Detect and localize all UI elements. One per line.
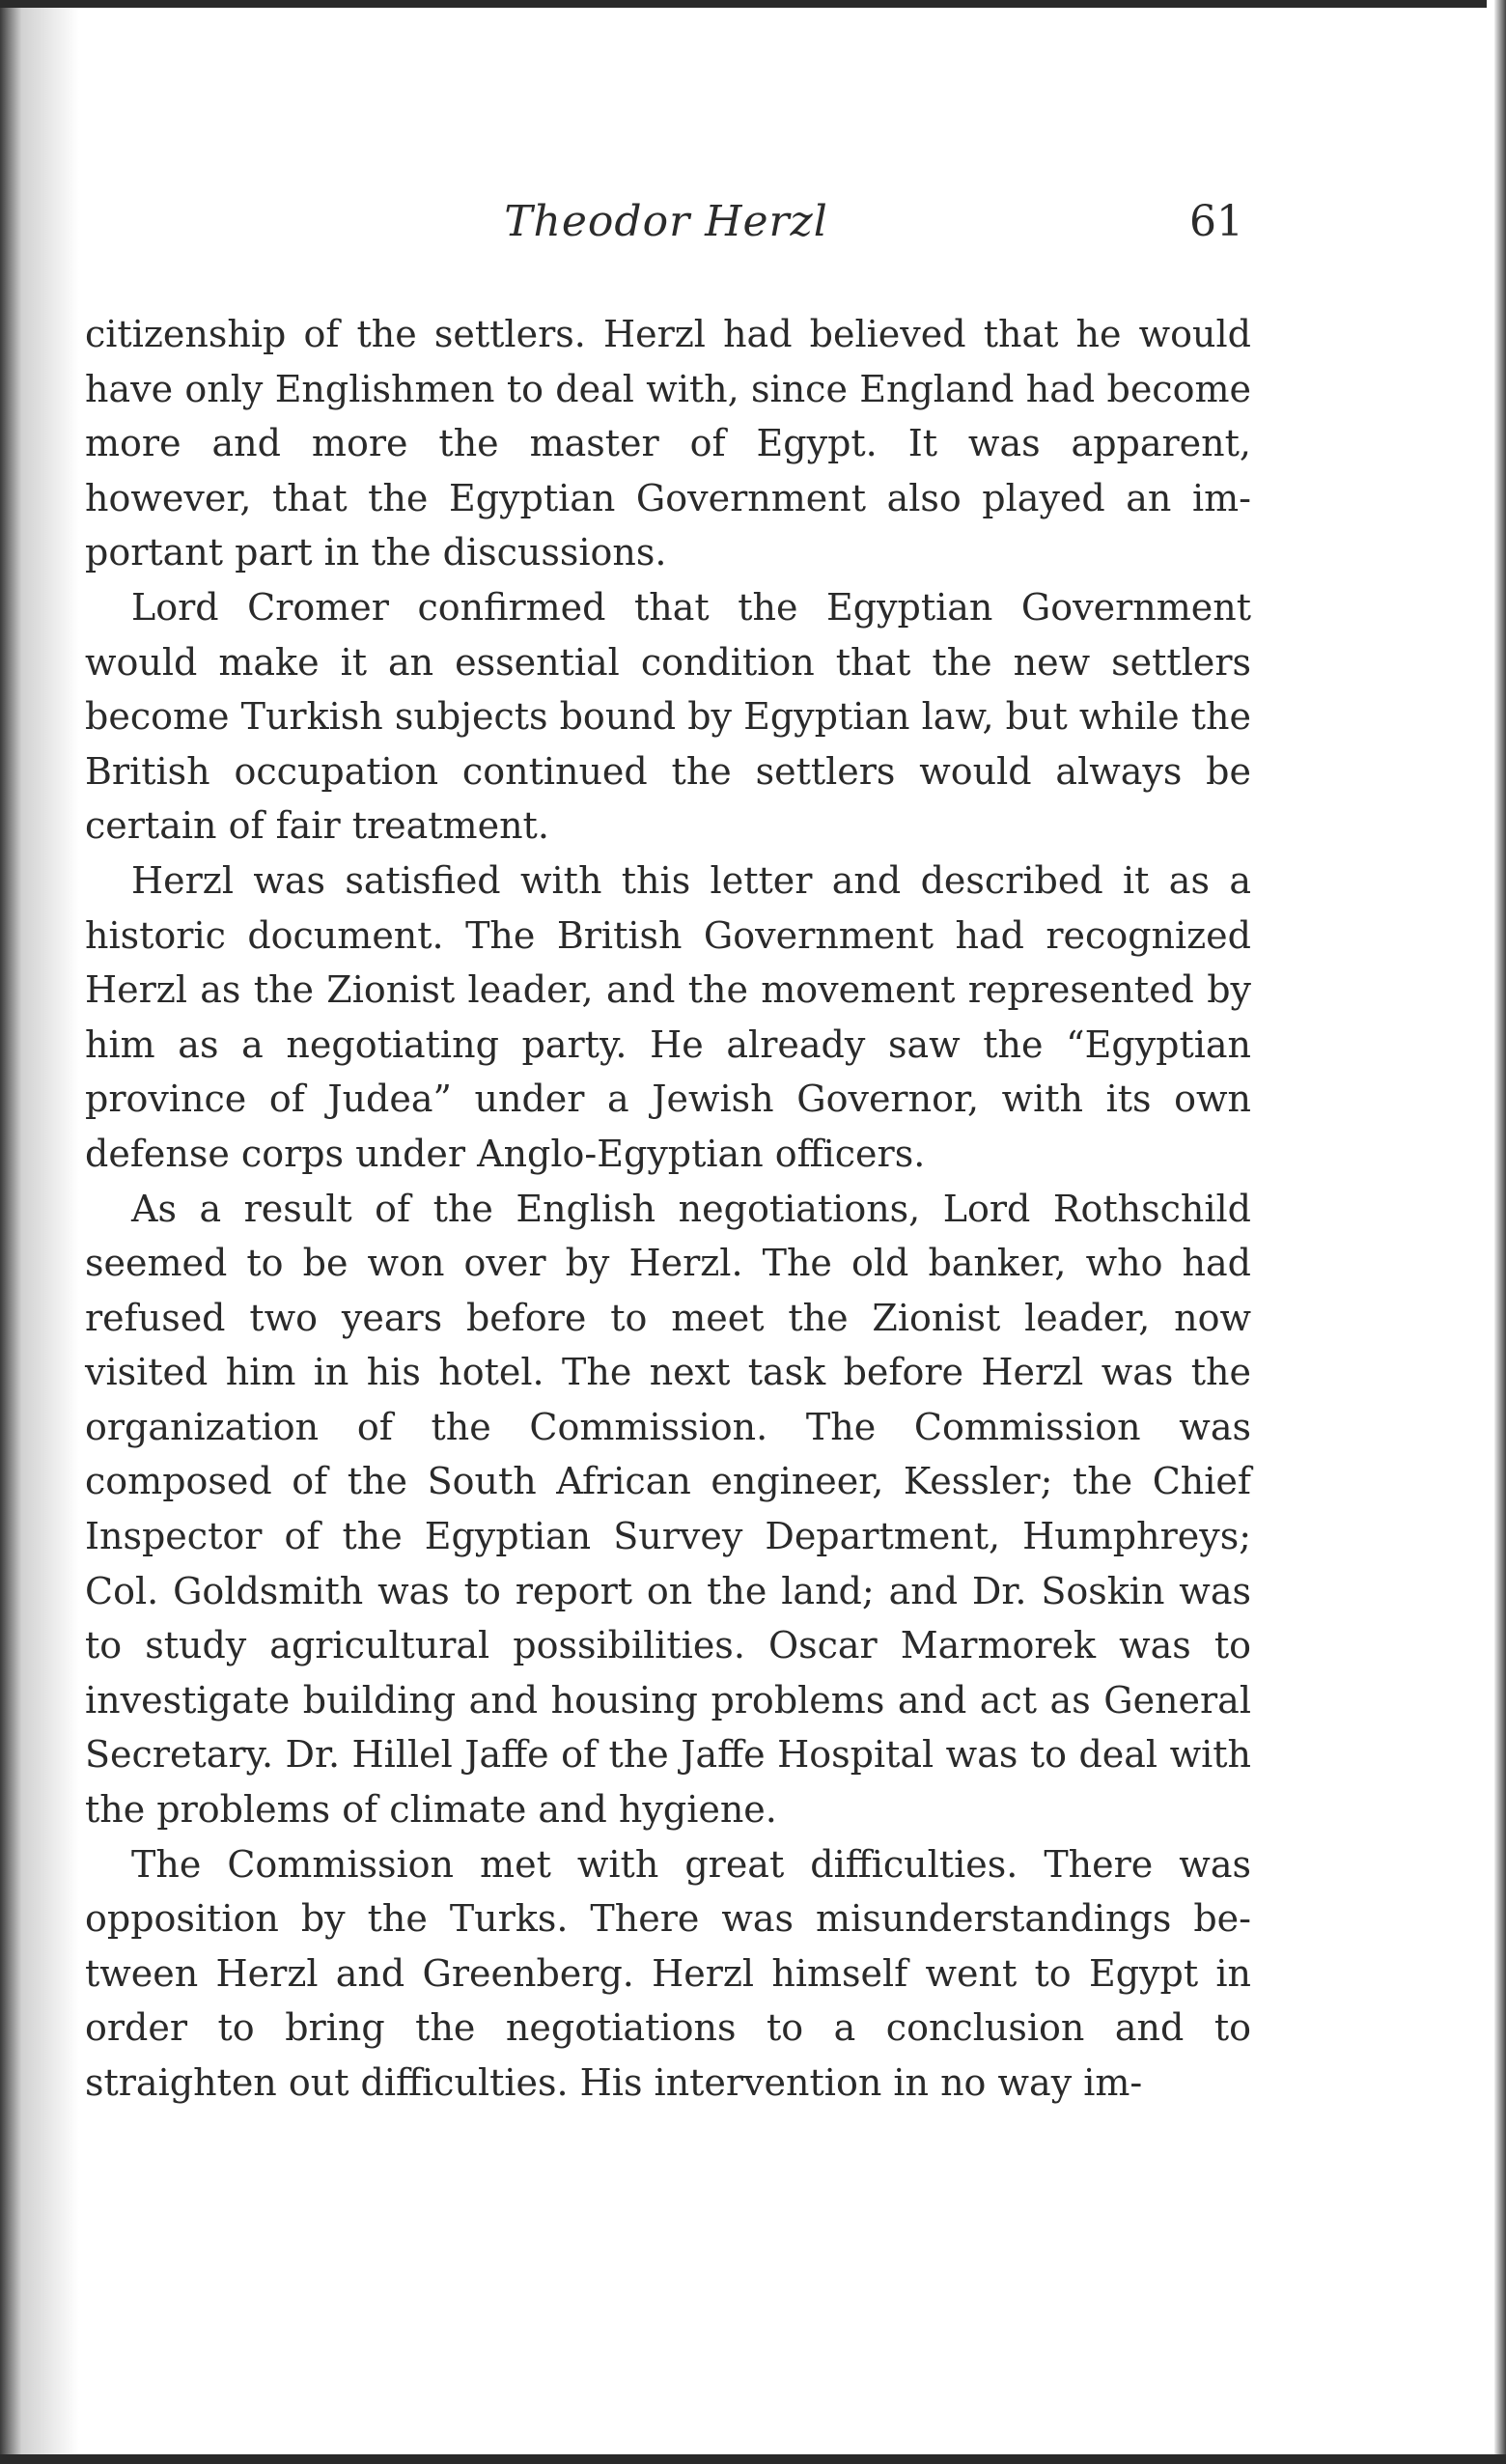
running-title: Theodor Herzl [504,197,828,246]
right-page-edge [1494,0,1506,2464]
binding-edge [0,0,21,2464]
paragraph-3: Herzl was satisfied with this letter and described it as a historic document. The British Government had recognized Herzl as the Zionist leader, and the movement represented by him as a negotiating party. He already saw the “Egyptian province of Judea” under a Jewish Governor, with its own defense corps under Anglo-Egyptian officers. [85,858,1251,1175]
paragraph-5: The Commission met with great difficulties. There was opposition by the Turks. There was misunderstandings between Herzl and Greenberg. Herzl himself went to Egypt in order to bring the negotiations to a conclusion and to straighten out difficulties. His intervention in no way im- [85,1842,1251,2104]
page-header [81,191,1251,259]
bottom-page-edge [0,2454,1506,2464]
top-page-edge [0,0,1487,8]
page-number: 61 [1189,197,1243,246]
paragraph-4: As a result of the English negotiations, Lord Rothschild seemed to be won over by Herzl. The old banker, who had refused two years before to meet the Zionist leader, now visited him in his hotel. The next task before Herzl was the organization of the Commission. The Commission was composed of the South African engineer, Kessler; the Chief Inspector of the Egyptian Survey Department, Humphreys; Col. Goldsmith was to report on the land; and Dr. Soskin was to study agricultural possibilities. Oscar Marmorek was to investigate building and housing problems and act as General Secretary. Dr. Hillel Jaffe of the Jaffe Hospital was to deal with the problems of climate and hygiene. [85,1187,1251,1832]
body-text [85,307,1251,2111]
binding-shadow [21,0,79,2464]
paragraph-2: Lord Cromer confirmed that the Egyptian Government would make it an essential condition that the new settlers become Turkish subjects bound by Egyptian law, but while the British occupation continued the settlers would always be certain of fair treatment. [85,585,1251,848]
paragraph-1: citizenship of the settlers. Herzl had believed that he would have only Englishmen to deal with, since England had become more and more the master of Egypt. It was apparent, however, that the Egyptian Government also played an important part in the discussions. [85,313,1251,574]
